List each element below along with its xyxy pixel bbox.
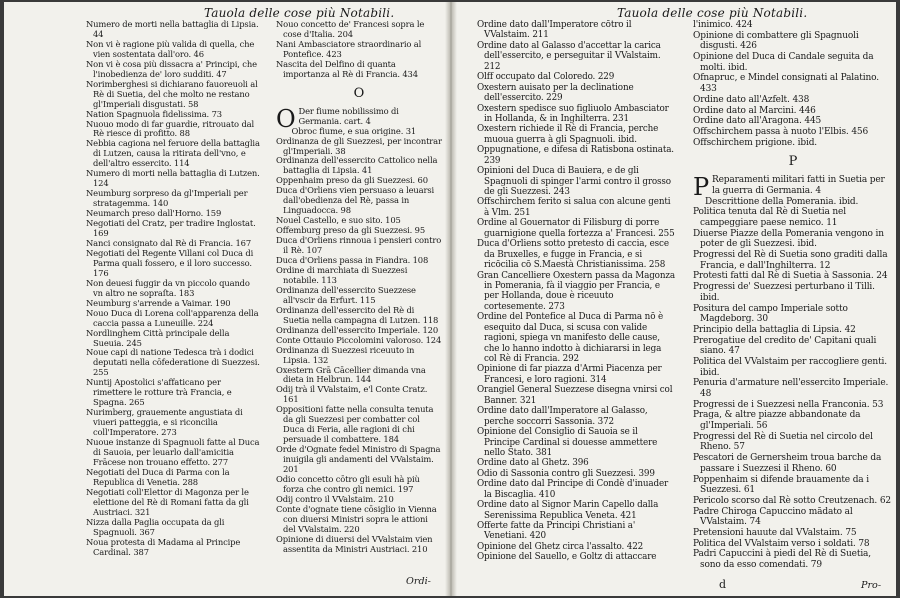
index-entry: Progressi de i Suezzesi nella Franconia. 53 <box>693 399 884 410</box>
index-entry: Opinione del Sauello, e Goltz di attaccare <box>477 552 657 563</box>
index-entry: Duca d'Orliens sotto pretesto di caccia, esce da Bruxelles, e fugge in Francia, e si ricōcilia cō S.Maestà Christianissima. 258 <box>477 239 669 271</box>
left-catchword: Ordi- <box>406 576 431 587</box>
index-entry: Diuerse Piazze della Pomerania vengono in poter de gli Suezzesi. ibid. <box>693 228 884 250</box>
index-entry: Ordine dato al Marcini. 446 <box>693 105 816 116</box>
index-entry: Non vi è cosa più dissacra a' Principi, che l'inobedienza de' loro sudditi. 47 <box>86 58 257 79</box>
index-entry: Nurimberg, grauemente angustiata di viueri patteggia, e si riconcilia coll'Imperatore. 273 <box>86 407 243 438</box>
right-catchword: Pro- <box>861 580 882 591</box>
index-entry: Gran Cancelliere Oxestern passa da Magonza in Pomerania, fà il viaggio per Francia, e per Hollanda, doue è riceuuto cortesemente. 273 <box>477 270 675 312</box>
index-entry: Penuria d'armature nell'essercito Imperiale. 48 <box>693 378 889 399</box>
index-entry: Numero de morti nella battaglia di Lipsia. 44 <box>86 19 259 39</box>
index-entry: Nuouo modo di far guardie, ritrouato dal Rè riesce di profitto. 88 <box>86 118 255 139</box>
index-entry: Ordine dato al Ghetz. 396 <box>477 458 589 469</box>
index-entry: Positura del campo Imperiale sotto Magdeborg. 30 <box>693 303 848 325</box>
right-page <box>457 2 896 596</box>
index-entry: Pretensioni hauute dal VValstaim. 75 <box>693 527 857 538</box>
index-entry: Numero di morti nella battaglia di Lutzen. 124 <box>86 168 260 189</box>
index-entry: Padri Capuccini à piedi del Rè di Suetia, sono da esso comendati. 79 <box>693 549 871 570</box>
section-p-first-entry-text: Reparamenti militari fatti in Suetia per la guerra di Germania. 4 <box>712 175 885 196</box>
dropcap-p: P <box>693 173 709 202</box>
book-gutter <box>445 2 457 596</box>
index-entry: Prerogatiue del credito de' Capitani quali siano. 47 <box>693 335 877 357</box>
index-entry: Noue capi di natione Tedesca trà i dodici deputati nella cōfederatione di Suezzesi. 255 <box>86 347 260 378</box>
index-entry: Negotiati coll'Elettor di Magonza per le elettione del Rè di Romani fatta da gli Austriaci. 321 <box>86 486 249 517</box>
index-entry: Nuntij Apostolici s'affaticano per rimettere le rotture trà Francia, e Spagna. 265 <box>86 377 232 408</box>
index-entry: Ordine dato dal Principe di Condè d'inuader la Biscaglia. 410 <box>477 479 669 500</box>
section-letter-o: O <box>353 85 365 101</box>
index-entry: Ordinanza dell'essercito Imperiale. 120 <box>276 324 439 335</box>
index-entry: Obroc fiume, e sua origine. 31 <box>291 125 417 136</box>
index-entry: Ordine dato all'Azfelt. 438 <box>693 94 810 105</box>
index-entry: Opinione del Consiglio di Sauoia se il Principe Cardinal si douesse ammettere nello Stato. 381 <box>477 427 658 458</box>
index-entry: Praga, & altre piazze abbandonate da gl'Imperiali. 56 <box>693 410 861 432</box>
index-entry: Offemburg preso da gli Suezzesi. 95 <box>276 225 426 236</box>
dropcap-o: O <box>276 104 296 133</box>
index-entry: Odij trà il VValstaim, e'l Conte Cratz. 161 <box>276 384 428 405</box>
index-entry: Ordine dato all'Aragona. 445 <box>693 116 822 127</box>
index-entry: Ordine dato dall'Imperatore al Galasso, perche soccorri Sassonia. 372 <box>477 406 648 427</box>
index-entry: Pericolo scorso dal Rè sotto Creutzenach. 62 <box>693 495 892 506</box>
index-entry: Oxestern Grā Cācellier dimanda vna dieta in Helbrun. 144 <box>276 364 426 385</box>
index-entry: Olff occupato dal Coloredo. 229 <box>477 72 615 83</box>
index-entry: Nizza dalla Paglia occupata da gli Spagnuoli. 367 <box>86 516 225 537</box>
index-entry: Nation Spagnuola fidelissima. 73 <box>86 108 222 119</box>
index-entry: Nanci consignato dal Rè di Francia. 167 <box>86 237 252 248</box>
index-entry: Ofnapruc, e Mindel consignati al Palatino. 433 <box>693 73 879 95</box>
left-column-2-entries-after <box>276 127 442 555</box>
index-entry: Opinione del Ghetz circa l'assalto. 422 <box>477 541 644 552</box>
index-entry: Politica del VValstaim per raccogliere genti. ibid. <box>693 356 887 378</box>
index-entry: Offschirchem passa à nuoto l'Elbis. 456 <box>693 126 869 137</box>
index-entry: Oxestern spedisce suo figliuolo Ambasciator in Hollanda, & in Inghilterra. 231 <box>477 103 669 124</box>
left-page <box>4 2 445 596</box>
index-entry: Orangiel General Suezzese disegna vnirsi col Banner. 321 <box>477 385 673 406</box>
index-entry: Ordinanza de gli Suezzesi, per incontrar gl'Imperiali. 38 <box>276 135 442 156</box>
index-entry: Odij contro il VValstaim. 210 <box>276 493 394 504</box>
index-entry: Ordine dato al Signor Marin Capello dalla Serenissima Republica Veneta. 421 <box>477 500 659 521</box>
right-column-2-entries-after <box>693 197 893 571</box>
index-entry: Ordine del Pontefice al Duca di Parma nō è esequito dal Duca, si scusa con valide ragioni, spiega vn manifesto delle cause, che lo hanno indotto à dichiararsi in lega col Rè di Francia. 292 <box>477 312 664 364</box>
index-entry: Poppenhaim si difende brauamente da i Suezzesi. 61 <box>693 474 869 496</box>
section-letter-p: P <box>788 154 798 170</box>
index-entry: Non deuesi fuggir da vn piccolo quando vn altro ne sopraſta. 183 <box>86 277 250 298</box>
right-column-1 <box>477 20 675 563</box>
index-entry: Nuoue instanze di Spagnuoli fatte al Duca di Sauoia, per leuarlo dall'amicitia Frācese non trouano effetto. 277 <box>86 437 260 467</box>
section-o-first-entry-text: Der fiume nobilissimo di Germania. cart. 4 <box>298 105 399 126</box>
right-running-head: Tauola delle cose più Notabili. <box>617 6 808 20</box>
index-entry: Politica tenuta dal Rè di Suetia nel campeggiare paese nemico. 11 <box>693 207 846 228</box>
index-entry: Pescatori de Gernersheim troua barche da passare i Suezzesi il Rheno. 60 <box>693 453 882 474</box>
index-entry: Oxestern richiede il Rè di Francia, perche muoua guerra à gli Spagnuoli. ibid. <box>477 124 659 145</box>
index-entry: Oppugnatione, e difesa di Ratisbona ostinata. 239 <box>477 145 674 166</box>
index-entry: Progressi del Rè di Suetia sono graditi dalla Francia, e dall'Inghilterra. 12 <box>693 250 888 271</box>
index-entry: Ordine dato al Galasso d'accettar la carica dell'essercito, e perseguitar il VValstaim. 212 <box>477 40 661 72</box>
index-entry: Neumburg sorpreso da gl'Imperiali per stratagemma. 140 <box>86 188 248 209</box>
index-entry: Opinione del Duca di Candale seguita da molti. ibid. <box>693 52 874 73</box>
signature-mark: d <box>719 578 727 591</box>
index-entry: Opinione di far piazza d'Armi Piacenza per Francesi, e loro ragioni. 314 <box>477 364 662 385</box>
index-entry: Odio di Sassonia contro gli Suezzesi. 399 <box>477 468 655 479</box>
index-entry: Neumarch preso dall'Horno. 159 <box>86 208 222 219</box>
index-entry: Nouo concetto de' Francesi sopra le cose d'Italia. 204 <box>276 19 425 39</box>
index-entry: Ordine dato dall'Imperatore cōtro il VValstaim. 211 <box>477 20 632 41</box>
index-entry: Noua protesta di Madama al Principe Cardinal. 387 <box>86 536 241 557</box>
index-entry: Ordine di marchiata di Suezzesi notabile. 113 <box>276 264 408 285</box>
left-column-2-entries-before <box>276 20 442 80</box>
index-entry: Offschirchem prigione. ibid. <box>693 137 818 148</box>
index-entry: Negotiati del Duca di Parma con la Republica di Venetia. 288 <box>86 466 230 487</box>
index-entry: Padre Chiroga Capuccino mādato al VValstaim. 74 <box>693 506 853 528</box>
index-entry: Negotiati del Regente Villani col Duca di Parma quali fossero, e il loro successo. 176 <box>86 247 254 278</box>
right-column-2 <box>693 20 893 571</box>
index-entry: Oppositioni fatte nella consulta tenuta da gli Suezzesi per combatter col Duca di Feria, alle ragioni di chi persuade il combattere. 184 <box>276 404 434 445</box>
index-entry: Nouo Duca di Lorena coll'apparenza della caccia passa a Luneuille. 224 <box>86 307 259 328</box>
left-column-1 <box>86 20 262 557</box>
index-entry: Nani Ambasciatore straordinario al Pontefice. 423 <box>276 38 422 59</box>
index-entry: Ordinanza di Suezzesi riceuuto in Lipsia. 132 <box>276 344 415 365</box>
index-entry: Offerte fatte da Principi Christiani a' Venetiani. 420 <box>477 521 636 542</box>
index-entry: Principio della battaglia di Lipsia. 42 <box>693 324 856 335</box>
book-spread <box>4 2 896 596</box>
index-entry: Progressi del Rè di Suetia nel circolo del Rheno. 57 <box>693 431 873 453</box>
index-entry: Progressi de' Suezzesi perturbano il Tilli. ibid. <box>693 282 875 303</box>
index-entry: Oppenhaim preso da gli Suezzesi. 60 <box>276 175 428 186</box>
index-entry: Descrittione della Pomerania. ibid. <box>705 196 859 207</box>
index-entry: Nebbia cagiona nel feruore della battaglia di Lutzen, causa la ritirata dell'vno, e dell'altro essercito. 114 <box>86 138 260 169</box>
index-entry: Nouel Castello, e suo sito. 105 <box>276 215 401 226</box>
right-column-2-entries-before <box>693 20 893 148</box>
index-entry: Duca d'Orliens vien persuaso a leuarsi dall'obedienza del Rè, passa in Linguadocca. 98 <box>276 185 435 216</box>
index-entry: Protesti fatti dal Rè di Suetia à Sassonia. 24 <box>693 271 888 282</box>
index-entry: Offschirchem ferito si salua con alcune genti à Vlm. 251 <box>477 197 671 218</box>
index-entry: Odio concetto cōtro gli esuli hà più forza che contro gli nemici. 197 <box>276 473 420 494</box>
index-entry: Conte d'ognate tiene cōsiglio in Vienna con diuersi Ministri sopra le attioni del VValstaim. 220 <box>276 503 437 534</box>
index-entry: Negotiati del Cratz, per tradire Inglostat. 169 <box>86 218 256 239</box>
index-entry: Opinioni del Duca di Bauiera, e de gli Spagnuoli di spinger l'armi contro il grosso de gli Suezzesi. 243 <box>477 166 671 197</box>
index-entry: Neumburg s'arrende a Vaimar. 190 <box>86 297 231 308</box>
index-entry: Opinione di combattere gli Spagnuoli disgusti. 426 <box>693 30 859 52</box>
index-entry: Conte Ottauio Piccolomini valoroso. 124 <box>276 334 442 345</box>
index-entry: Ordinanza dell'essercito del Rè di Suetia nella campagna di Lutzen. 118 <box>276 304 439 325</box>
index-entry: Non vi è ragione più valida di quella, che vien sostentata dall'oro. 46 <box>86 38 255 59</box>
index-entry: Ordinanza dell'essercito Cattolico nella battaglia di Lipsia. 41 <box>276 155 438 176</box>
index-entry: Oxestern auisato per la declinatione dell'essercito. 229 <box>477 82 634 104</box>
index-entry: Norimberghesi si dichiarano fauoreuoli al Rè di Suetia, del che molto ne restano gl'Imperiali disgustati. 58 <box>86 78 258 109</box>
index-entry: Nordlinghem Città principale della Sueuia. 245 <box>86 327 230 348</box>
index-entry: Opinione di diuersi del VValstaim vien assentita da Ministri Austriaci. 210 <box>276 533 433 554</box>
index-entry: l'inimico. 424 <box>693 20 753 30</box>
index-entry: Duca d'Orliens passa in Fiandra. 108 <box>276 255 429 266</box>
index-entry: Ordinanza dell'essercito Suezzese all'vscir da Erfurt. 115 <box>276 284 416 305</box>
index-entry: Ordine al Gouernator di Filisburg di porre guarnigione quella fortezza a' Francesi. 255 <box>477 218 675 239</box>
index-entry: Politica del VValstaim verso i soldati. 78 <box>693 538 870 549</box>
index-entry: Duca d'Orliens rinnoua i pensieri contro il Rè. 107 <box>276 235 442 256</box>
index-entry: Orde d'Ognate fedel Ministro di Spagna inuigila gli andamenti del VValstaim. 201 <box>276 444 441 475</box>
left-column-2 <box>276 20 442 555</box>
left-running-head: Tauola delle cose più Notabili. <box>204 6 395 20</box>
index-entry: Nascita del Delfino di quanta importanza al Rè di Francia. 434 <box>276 58 418 79</box>
